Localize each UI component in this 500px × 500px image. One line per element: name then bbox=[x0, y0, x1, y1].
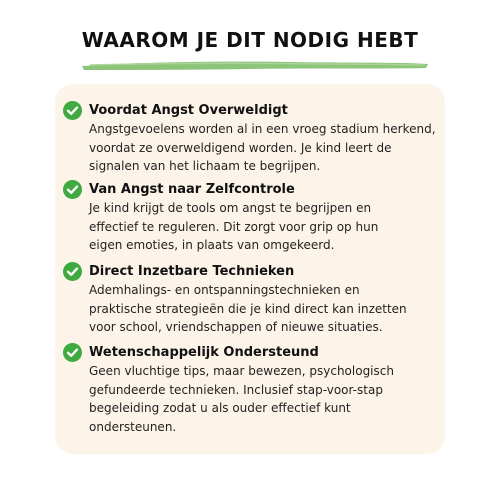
benefit-description: Je kind krijgt de tools om angst te begrijpen en effectief te reguleren. Dit zorgt voor grip op hun eigen emoties, in plaats van omgekeerd. bbox=[89, 201, 379, 252]
check-circle-icon bbox=[63, 180, 82, 199]
benefit-description: Ademhalings- en ontspanningstechnieken en praktische strategieën die je kind direct kan inzetten voor school, vriendschappen of nieuwe situaties. bbox=[89, 283, 407, 334]
benefit-description: Geen vluchtige tips, maar bewezen, psychologisch gefundeerde technieken. Inclusief stap-voor-stap begeleiding zodat u als ouder effectief kunt ondersteunen. bbox=[89, 364, 394, 434]
benefit-title: Direct Inzetbare Technieken bbox=[89, 264, 295, 279]
page-title: WAAROM JE DIT NODIG HEBT bbox=[81, 28, 419, 52]
check-circle-icon bbox=[63, 101, 82, 120]
benefit-description: Angstgevoelens worden al in een vroeg stadium herkend, voordat ze overweldigend worden. Je kind leert de signalen van het lichaam te begrijpen. bbox=[89, 122, 436, 173]
check-circle-icon bbox=[63, 262, 82, 281]
benefit-title: Voordat Angst Overweldigt bbox=[89, 103, 288, 118]
benefit-title: Van Angst naar Zelfcontrole bbox=[89, 182, 295, 197]
brush-stroke-underline bbox=[80, 58, 430, 72]
check-circle-icon bbox=[63, 343, 82, 362]
benefit-title: Wetenschappelijk Ondersteund bbox=[89, 345, 319, 360]
